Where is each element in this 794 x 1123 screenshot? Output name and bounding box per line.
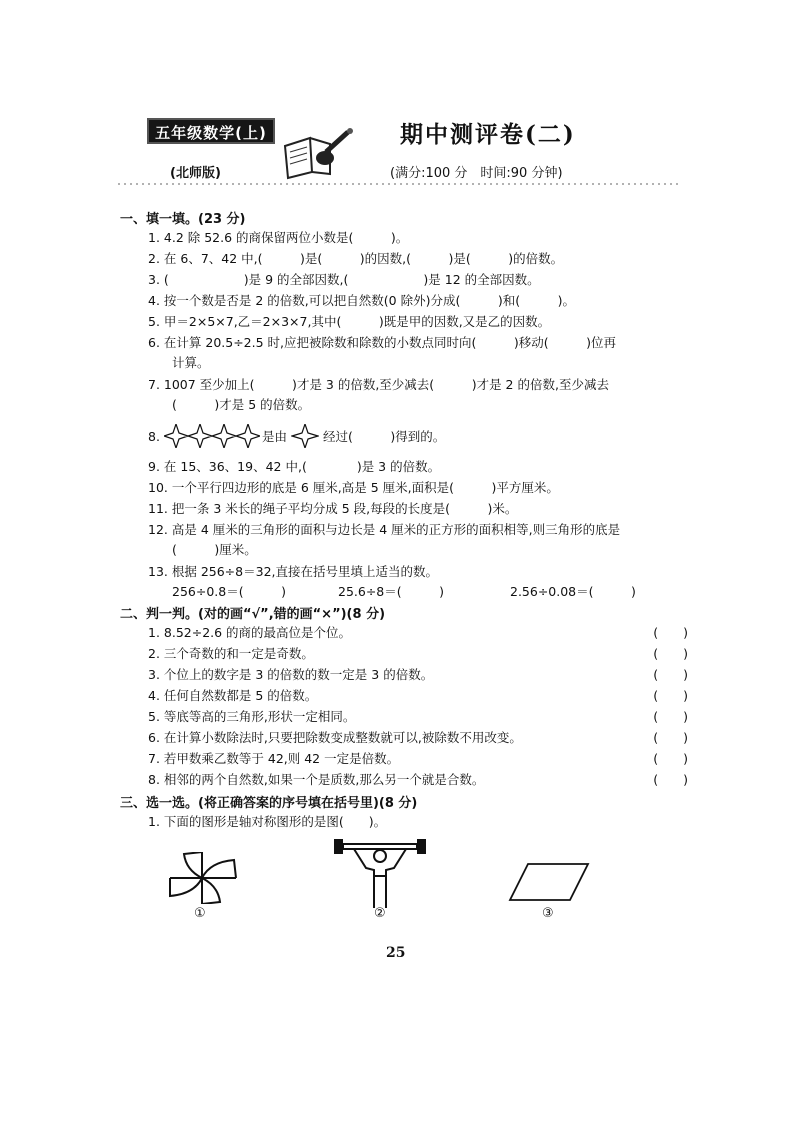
judge-item [148, 665, 688, 684]
fill-q13-part-a: 256÷0.8＝( ) [172, 584, 286, 599]
judge-item-text: 1. 8.52÷2.6 的商的最高位是个位。 [148, 625, 352, 640]
figure-label-3: ③ [542, 906, 554, 921]
judge-answer-box[interactable]: ( ) [653, 730, 688, 745]
fill-q4: 4. 按一个数是否是 2 的倍数,可以把自然数(0 除外)分成( )和( )。 [148, 293, 575, 308]
judge-answer-box[interactable]: ( ) [653, 772, 688, 787]
fill-q8-number: 8. [148, 428, 160, 444]
judge-answer-box[interactable]: ( ) [653, 751, 688, 766]
judge-item-text: 3. 个位上的数字是 3 的倍数的数一定是 3 的倍数。 [148, 667, 434, 682]
judge-answer-box[interactable]: ( ) [653, 709, 688, 724]
fill-q8-suffix: 经过( )得到的。 [322, 429, 446, 444]
judge-answer-box[interactable]: ( ) [653, 625, 688, 640]
score-time-info: (满分:100 分 时间:90 分钟) [390, 166, 563, 181]
fill-q13: 13. 根据 256÷8＝32,直接在括号里填上适当的数。 [148, 564, 438, 579]
judge-item [148, 707, 688, 726]
page-title: 期中测评卷(二) [400, 121, 576, 148]
judge-item-text: 8. 相邻的两个自然数,如果一个是质数,那么另一个就是合数。 [148, 772, 485, 787]
fill-q12-line1: 12. 高是 4 厘米的三角形的面积与边长是 4 厘米的正方形的面积相等,则三角形的底是 [148, 522, 621, 537]
fill-q5: 5. 甲＝2×5×7,乙＝2×3×7,其中( )既是甲的因数,又是乙的因数。 [148, 314, 551, 329]
fill-q12-line2: ( )厘米。 [172, 542, 257, 557]
single-star-figure [291, 424, 319, 448]
judge-answer-box[interactable]: ( ) [653, 688, 688, 703]
judge-answer-box[interactable]: ( ) [653, 667, 688, 682]
figure-label-1: ① [194, 906, 206, 921]
page-number: 25 [386, 945, 406, 961]
judge-answer-box[interactable]: ( ) [653, 646, 688, 661]
fill-q3: 3. ( )是 9 的全部因数,( )是 12 的全部因数。 [148, 272, 540, 287]
section-choice-title: 三、选一选。(将正确答案的序号填在括号里)(8 分) [120, 796, 418, 811]
fill-q13-part-c: 2.56÷0.08＝( ) [510, 584, 636, 599]
section-judge-title: 二、判一判。(对的画“√”,错的画“×”)(8 分) [120, 607, 386, 622]
choice-q1: 1. 下面的图形是轴对称图形的是图( )。 [148, 814, 387, 829]
weightlifter-figure [334, 836, 426, 908]
four-stars-figure [164, 424, 260, 448]
fill-q9: 9. 在 15、36、19、42 中,( )是 3 的倍数。 [148, 459, 441, 474]
grade-badge: 五年级数学(上) [147, 118, 275, 144]
fill-q6-line1: 6. 在计算 20.5÷2.5 时,应把被除数和除数的小数点同时向( )移动( )位再 [148, 335, 617, 350]
fill-q2: 2. 在 6、7、42 中,( )是( )的因数,( )是( )的倍数。 [148, 251, 564, 266]
fill-q1: 1. 4.2 除 52.6 的商保留两位小数是( )。 [148, 230, 409, 245]
pinwheel-figure [166, 852, 240, 904]
edition-label: (北师版) [170, 166, 221, 181]
judge-item-text: 5. 等底等高的三角形,形状一定相同。 [148, 709, 356, 724]
section-fill-title: 一、填一填。(23 分) [120, 212, 246, 227]
judge-item-text: 6. 在计算小数除法时,只要把除数变成整数就可以,被除数不用改变。 [148, 730, 522, 745]
fill-q11: 11. 把一条 3 米长的绳子平均分成 5 段,每段的长度是( )米。 [148, 501, 518, 516]
judge-item [148, 728, 688, 747]
fill-q13-part-b: 25.6÷8＝( ) [338, 584, 445, 599]
judge-item-text: 7. 若甲数乘乙数等于 42,则 42 一定是倍数。 [148, 751, 400, 766]
dotted-divider [118, 178, 678, 190]
judge-item [148, 749, 688, 768]
judge-item [148, 623, 688, 642]
parallelogram-figure [508, 862, 590, 902]
fill-q6-line2: 计算。 [172, 355, 210, 370]
judge-item-text: 4. 任何自然数都是 5 的倍数。 [148, 688, 318, 703]
fill-q8-mid: 是由 [261, 429, 287, 444]
judge-item [148, 644, 688, 663]
judge-item [148, 686, 688, 705]
fill-q7-line1: 7. 1007 至少加上( )才是 3 的倍数,至少减去( )才是 2 的倍数,至少减去 [148, 377, 609, 392]
fill-q8 [148, 424, 445, 448]
book-pencil-icon [280, 128, 360, 180]
judge-item [148, 770, 688, 789]
figure-label-2: ② [374, 906, 386, 921]
fill-q10: 10. 一个平行四边形的底是 6 厘米,高是 5 厘米,面积是( )平方厘米。 [148, 480, 559, 495]
fill-q7-line2: ( )才是 5 的倍数。 [172, 397, 311, 412]
judge-item-text: 2. 三个奇数的和一定是奇数。 [148, 646, 314, 661]
